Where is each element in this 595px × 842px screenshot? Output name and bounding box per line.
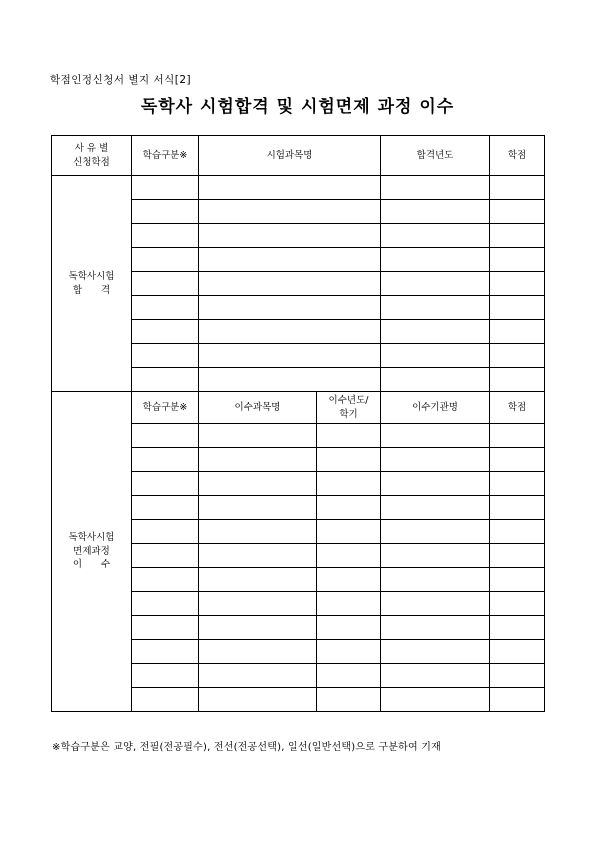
category-header xyxy=(52,136,132,176)
exempt-institution-cell[interactable] xyxy=(381,664,490,688)
exam-header-type: 학습구분※ xyxy=(132,136,199,176)
exempt-institution-cell[interactable] xyxy=(381,496,490,520)
exam-subject-cell[interactable] xyxy=(199,320,381,344)
exam-year-cell[interactable] xyxy=(381,368,490,392)
exempt-header-subject: 이수과목명 xyxy=(199,392,317,424)
exam-subject-cell[interactable] xyxy=(199,200,381,224)
exempt-type-cell[interactable] xyxy=(132,472,199,496)
exempt-subject-cell[interactable] xyxy=(199,640,317,664)
exempt-type-cell[interactable] xyxy=(132,424,199,448)
exam-subject-cell[interactable] xyxy=(199,224,381,248)
exempt-type-cell[interactable] xyxy=(132,640,199,664)
exempt-credits-cell[interactable] xyxy=(490,544,545,568)
exam-type-cell[interactable] xyxy=(132,272,199,296)
exempt-institution-cell[interactable] xyxy=(381,640,490,664)
exam-subject-cell[interactable] xyxy=(199,176,381,200)
exempt-header-institution: 이수기관명 xyxy=(381,392,490,424)
exempt-subject-cell[interactable] xyxy=(199,472,317,496)
exempt-year-cell[interactable] xyxy=(317,640,381,664)
exempt-credits-cell[interactable] xyxy=(490,520,545,544)
exam-credits-cell[interactable] xyxy=(490,368,545,392)
exam-year-cell[interactable] xyxy=(381,272,490,296)
exempt-type-cell[interactable] xyxy=(132,544,199,568)
document-title: 독학사 시험합격 및 시험면제 과정 이수 xyxy=(140,97,455,117)
exempt-year-cell[interactable] xyxy=(317,424,381,448)
exempt-subject-cell[interactable] xyxy=(199,448,317,472)
exempt-header-year xyxy=(317,392,381,424)
exempt-credits-cell[interactable] xyxy=(490,424,545,448)
exam-credits-cell[interactable] xyxy=(490,224,545,248)
exam-label-line: 합 격 xyxy=(72,284,111,296)
exam-type-cell[interactable] xyxy=(132,200,199,224)
exempt-subject-cell[interactable] xyxy=(199,568,317,592)
exempt-type-cell[interactable] xyxy=(132,664,199,688)
exempt-type-cell[interactable] xyxy=(132,520,199,544)
exam-credits-cell[interactable] xyxy=(490,200,545,224)
exam-type-cell[interactable] xyxy=(132,320,199,344)
exempt-institution-cell[interactable] xyxy=(381,424,490,448)
exempt-subject-cell[interactable] xyxy=(199,592,317,616)
credit-form-table xyxy=(51,135,545,712)
exempt-year-cell[interactable] xyxy=(317,616,381,640)
exempt-year-cell[interactable] xyxy=(317,496,381,520)
exempt-institution-cell[interactable] xyxy=(381,568,490,592)
exam-type-cell[interactable] xyxy=(132,248,199,272)
exempt-label-line: 이 수 xyxy=(72,559,111,571)
exempt-credits-cell[interactable] xyxy=(490,568,545,592)
exempt-credits-cell[interactable] xyxy=(490,472,545,496)
exempt-credits-cell[interactable] xyxy=(490,496,545,520)
exempt-institution-cell[interactable] xyxy=(381,472,490,496)
exam-subject-cell[interactable] xyxy=(199,272,381,296)
exempt-subject-cell[interactable] xyxy=(199,688,317,712)
exam-credits-cell[interactable] xyxy=(490,272,545,296)
exempt-year-cell[interactable] xyxy=(317,520,381,544)
exam-year-cell[interactable] xyxy=(381,344,490,368)
exempt-label-line: 면제과정 xyxy=(73,545,110,557)
exam-year-cell[interactable] xyxy=(381,200,490,224)
exam-subject-cell[interactable] xyxy=(199,296,381,320)
exempt-subject-cell[interactable] xyxy=(199,544,317,568)
category-header-line: 사 유 별 xyxy=(74,142,109,154)
exempt-year-cell[interactable] xyxy=(317,688,381,712)
exempt-year-cell[interactable] xyxy=(317,544,381,568)
exempt-subject-cell[interactable] xyxy=(199,616,317,640)
exempt-year-cell[interactable] xyxy=(317,592,381,616)
exempt-credits-cell[interactable] xyxy=(490,688,545,712)
exempt-year-cell[interactable] xyxy=(317,472,381,496)
exempt-institution-cell[interactable] xyxy=(381,616,490,640)
exempt-credits-cell[interactable] xyxy=(490,616,545,640)
category-header-line: 신청학점 xyxy=(73,156,110,168)
exam-year-cell[interactable] xyxy=(381,296,490,320)
exempt-year-cell[interactable] xyxy=(317,568,381,592)
exempt-subject-cell[interactable] xyxy=(199,424,317,448)
exam-subject-cell[interactable] xyxy=(199,344,381,368)
exempt-institution-cell[interactable] xyxy=(381,688,490,712)
exempt-credits-cell[interactable] xyxy=(490,640,545,664)
exam-year-cell[interactable] xyxy=(381,248,490,272)
exempt-type-cell[interactable] xyxy=(132,568,199,592)
exam-credits-cell[interactable] xyxy=(490,320,545,344)
exam-type-cell[interactable] xyxy=(132,296,199,320)
exempt-subject-cell[interactable] xyxy=(199,664,317,688)
exam-header-year: 합격년도 xyxy=(381,136,490,176)
exam-subject-cell[interactable] xyxy=(199,248,381,272)
exempt-institution-cell[interactable] xyxy=(381,592,490,616)
exempt-institution-cell[interactable] xyxy=(381,544,490,568)
exam-header-credits: 학점 xyxy=(490,136,545,176)
exam-type-cell[interactable] xyxy=(132,368,199,392)
exempt-institution-cell[interactable] xyxy=(381,448,490,472)
exempt-type-cell[interactable] xyxy=(132,688,199,712)
exempt-subject-cell[interactable] xyxy=(199,496,317,520)
exam-credits-cell[interactable] xyxy=(490,176,545,200)
exempt-type-cell[interactable] xyxy=(132,592,199,616)
exempt-type-cell[interactable] xyxy=(132,448,199,472)
exempt-year-cell[interactable] xyxy=(317,664,381,688)
exam-credits-cell[interactable] xyxy=(490,344,545,368)
exam-year-cell[interactable] xyxy=(381,224,490,248)
exam-credits-cell[interactable] xyxy=(490,296,545,320)
exempt-header-year-line2: 학기 xyxy=(339,408,358,420)
exempt-label-line: 독학사시험 xyxy=(68,531,115,543)
exempt-header-type: 학습구분※ xyxy=(132,392,199,424)
exam-type-cell[interactable] xyxy=(132,176,199,200)
exam-year-cell[interactable] xyxy=(381,176,490,200)
exempt-credits-cell[interactable] xyxy=(490,664,545,688)
exempt-institution-cell[interactable] xyxy=(381,520,490,544)
exam-year-cell[interactable] xyxy=(381,320,490,344)
exempt-header-year-line1: 이수년도/ xyxy=(328,394,369,406)
footnote: ※학습구분은 교양, 전필(전공필수), 전선(전공선택), 일선(일반선택)으로 구분하여 기재 xyxy=(52,742,441,753)
exempt-type-cell[interactable] xyxy=(132,616,199,640)
exempt-subject-cell[interactable] xyxy=(199,520,317,544)
exam-row xyxy=(52,176,545,200)
exempt-credits-cell[interactable] xyxy=(490,592,545,616)
exam-label-line: 독학사시험 xyxy=(68,270,115,282)
exam-type-cell[interactable] xyxy=(132,224,199,248)
exempt-year-cell[interactable] xyxy=(317,448,381,472)
exam-subject-cell[interactable] xyxy=(199,368,381,392)
exempt-header-credits: 학점 xyxy=(490,392,545,424)
exam-type-cell[interactable] xyxy=(132,344,199,368)
exam-section-label xyxy=(52,176,132,392)
exam-credits-cell[interactable] xyxy=(490,248,545,272)
exempt-credits-cell[interactable] xyxy=(490,448,545,472)
exempt-section-label xyxy=(52,392,132,712)
exam-header-subject: 시험과목명 xyxy=(199,136,381,176)
form-code: 학점인정신청서 별지 서식[2] xyxy=(50,74,192,86)
exempt-type-cell[interactable] xyxy=(132,496,199,520)
